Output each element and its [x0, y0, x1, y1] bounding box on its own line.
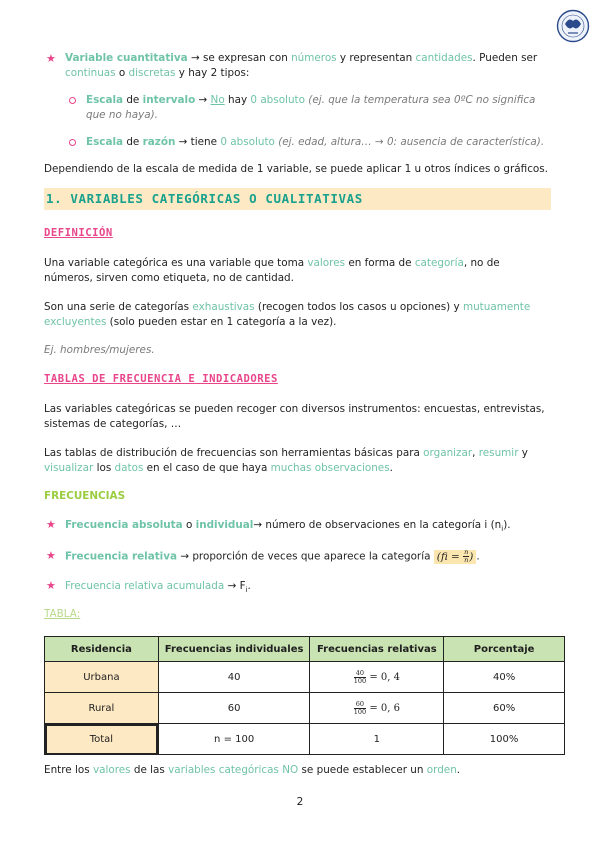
circle-bullet-icon [69, 97, 76, 104]
paragraph-dependiendo: Dependiendo de la escala de medida de 1 variable, se puede aplicar 1 u otros índices o gráficos. [44, 163, 548, 175]
categories-paragraph-line2: excluyentes (solo pueden estar en 1 categoría a la vez). [44, 316, 337, 328]
sub-bullet-intervalo: Escala de intervalo → No hay 0 absoluto (ej. que la temperatura sea 0ºC no significa [86, 94, 536, 106]
frecuencia-absoluta-item: Frecuencia absoluta o individual→ número de observaciones en la categoría i $(n_i)$. [65, 519, 511, 534]
total-label: Total [45, 724, 159, 755]
closing-paragraph: Entre los valores de las variables categóricas NO se puede establecer un orden. [44, 764, 461, 776]
row-label: Urbana [45, 662, 159, 693]
definicion-heading: DEFINICIÓN [44, 227, 113, 239]
table-total-row [45, 724, 565, 755]
star-bullet-icon: ★ [46, 549, 56, 562]
percent-cell: 40% [444, 662, 565, 693]
tabla-label: TABLA: [44, 608, 81, 620]
tablas-distribucion-paragraph-line2: visualizar los datos en el caso de que haya muchas observaciones. [44, 462, 393, 474]
count-cell: 40 [158, 662, 310, 693]
relative-cell: $\frac{60}{100}$ = 0, 6 [310, 693, 444, 724]
sub-bullet-razon: Escala de razón → tiene 0 absoluto (ej. edad, altura… → 0: ausencia de característica). [86, 136, 545, 148]
categories-paragraph: Son una serie de categorías exhaustivas (recogen todos los casos u opciones) y mutuamente [44, 301, 531, 313]
row-label: Rural [45, 693, 159, 724]
percent-cell: 60% [444, 693, 565, 724]
bullet-variable-cuantitativa: Variable cuantitativa → se expresan con números y representan cantidades. Pueden ser [65, 52, 538, 64]
column-header: Frecuencias individuales [158, 637, 310, 662]
table-row [45, 693, 565, 724]
tablas-distribucion-paragraph: Las tablas de distribución de frecuencias son herramientas básicas para organizar, resumir y [44, 447, 528, 459]
table-header-row [45, 637, 565, 662]
relative-frequency-formula: (fi = $\frac{n}{n}$ ) [434, 550, 477, 564]
tablas-paragraph-line2: sistemas de categorías, … [44, 418, 182, 430]
definition-paragraph: Una variable categórica es una variable que toma valores en forma de categoría, no de [44, 257, 500, 269]
frecuencia-acumulada-item: Frecuencia relativa acumulada → $F_i$. [65, 580, 251, 595]
relative-cell: 1 [310, 724, 444, 755]
circle-bullet-icon [69, 139, 76, 146]
count-cell: n = 100 [158, 724, 310, 755]
tablas-heading: TABLAS DE FRECUENCIA E INDICADORES [44, 373, 278, 385]
percent-cell: 100% [444, 724, 565, 755]
column-header: Residencia [45, 637, 159, 662]
tablas-paragraph: Las variables categóricas se pueden recoger con diversos instrumentos: encuestas, entrevistas, [44, 403, 545, 415]
definition-paragraph-line2: números, sirven como etiqueta, no de cantidad. [44, 272, 294, 284]
section-heading: 1. VARIABLES CATEGÓRICAS O CUALITATIVAS [44, 188, 551, 210]
frecuencias-heading: FRECUENCIAS [44, 490, 126, 502]
column-header: Porcentaje [444, 637, 565, 662]
star-bullet-icon: ★ [46, 579, 56, 592]
page-number: 2 [296, 796, 304, 808]
university-seal-logo [556, 9, 590, 43]
example-text: Ej. hombres/mujeres. [44, 344, 155, 356]
frecuencia-relativa-item: Frecuencia relativa → proporción de veces que aparece la categoría (fi = $\frac{n}{n}$ ) . [65, 548, 480, 564]
bullet-variable-cuantitativa-line2: continuas o discretas y hay 2 tipos: [65, 67, 250, 79]
sub-bullet-intervalo-line2: que no haya). [86, 109, 158, 121]
column-header: Frecuencias relativas [310, 637, 444, 662]
table-row [45, 662, 565, 693]
star-bullet-icon: ★ [46, 518, 56, 531]
frequency-table [44, 636, 565, 755]
count-cell: 60 [158, 693, 310, 724]
star-bullet-icon: ★ [46, 52, 56, 65]
relative-cell: $\frac{40}{100}$ = 0, 4 [310, 662, 444, 693]
